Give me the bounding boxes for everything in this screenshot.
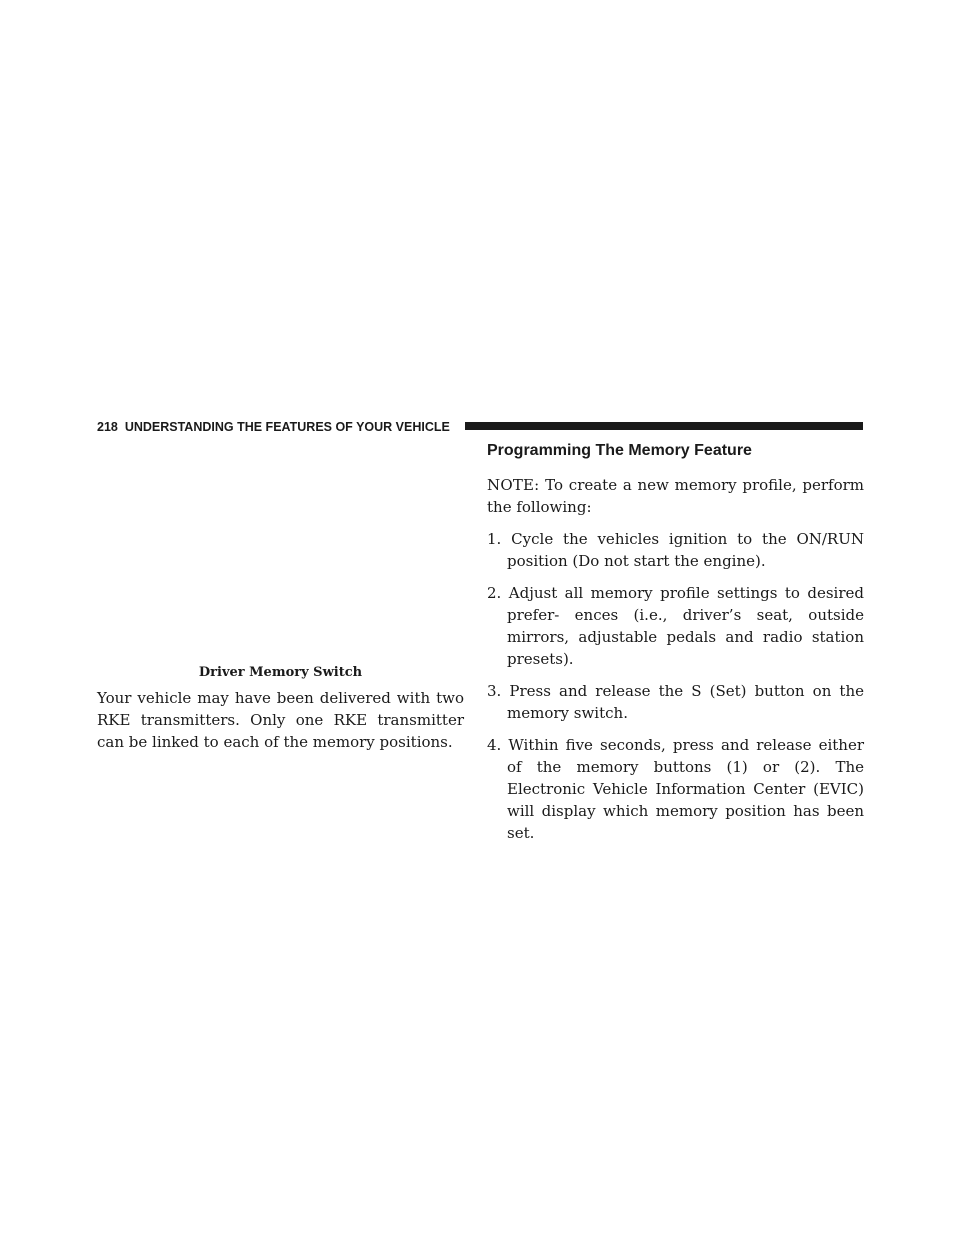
section-title: Programming The Memory Feature [487,442,752,459]
figure-caption: Driver Memory Switch [198,665,363,680]
page-number: 218 [97,420,118,434]
chapter-title: UNDERSTANDING THE FEATURES OF YOUR VEHICLE [124,420,450,434]
note-text: To create a new memory profile, perform the following: [487,476,864,516]
steps-list [487,528,864,844]
left-column [97,436,464,751]
step-item: 3. Press and release the S (Set) button on the memory switch. [487,682,864,722]
page-header [97,418,863,436]
note-label: NOTE: [487,476,540,494]
step-item: 2. Adjust all memory profile settings to desired prefer- ences (i.e., driver’s seat, outside mirrors, adjustable pedals and radio station presets). [487,584,864,668]
rke-paragraph: Your vehicle may have been delivered with two RKE transmitters. Only one RKE transmitter can be linked to each of the memory positions. [97,689,464,751]
header-rule [465,422,863,430]
step-item: 4. Within five seconds, press and release either of the memory buttons (1) or (2). The Electronic Vehicle Information Center (EVIC) will display which memory position has been set. [487,736,864,842]
page-header-text [97,418,450,436]
right-column [487,440,864,854]
note-paragraph [487,474,864,518]
step-item: 1. Cycle the vehicles ignition to the ON/RUN position (Do not start the engine). [487,530,864,570]
figure-area [97,436,464,636]
